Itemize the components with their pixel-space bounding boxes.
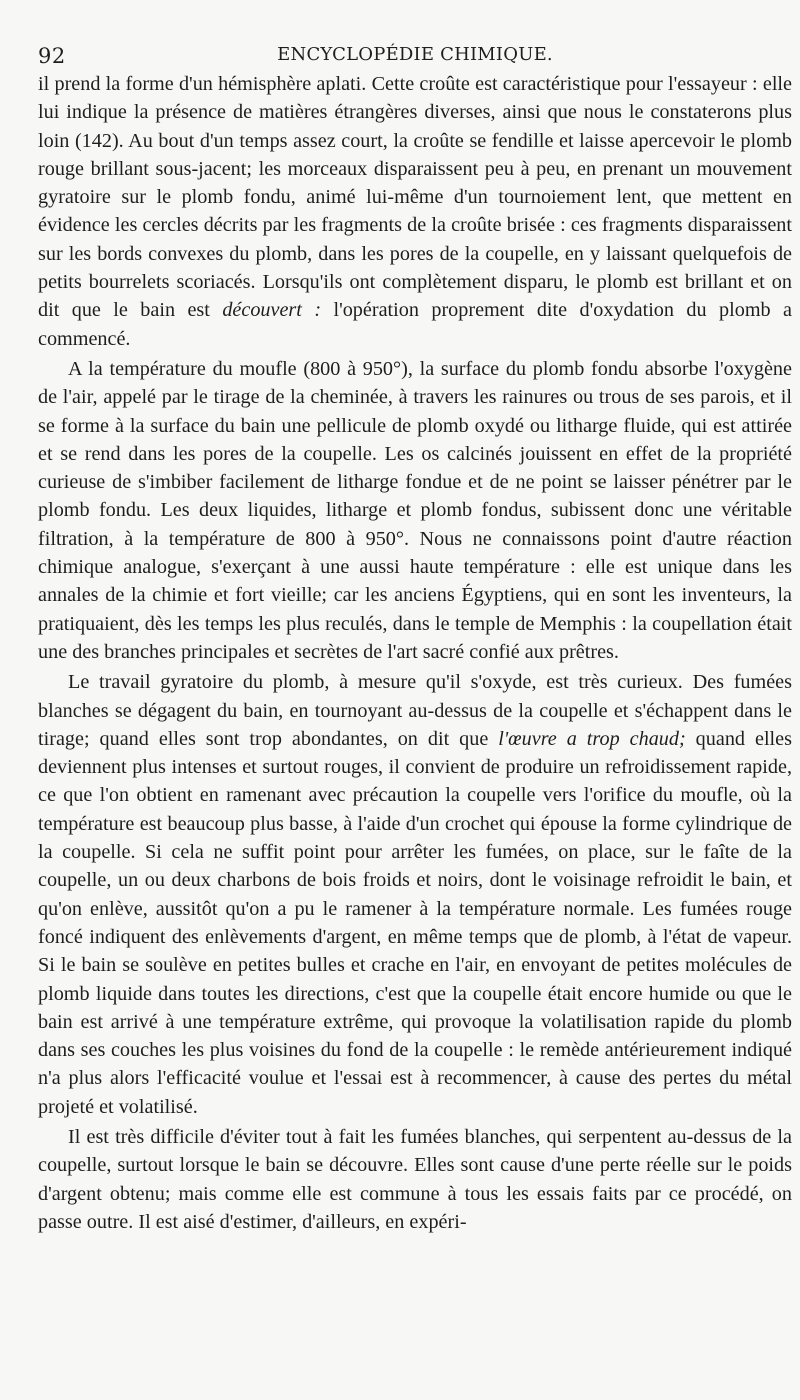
running-header [38, 40, 792, 70]
text-segment: il prend la forme d'un hémisphère aplati. Cette croûte est caractéristique pour l'essayeur : elle lui indique la présence de matières étrangères diverses, ainsi que nous le constaterons plus loin (142). Au bout d'un temps assez court, la croûte se fendille et laisse apercevoir le plomb rouge brillant sous-jacent; les morceaux disparaissent peu à peu, en prenant un mouvement gyratoire sur le plomb fondu, animé lui-même d'un tournoiement lent, que mettent en évidence les cercles décrits par les fragments de la croûte brisée : ces fragments disparaissent sur les bords convexes du plomb, dans les pores de la coupelle, en y laissant quelquefois de petits bourrelets scoriacés. Lorsqu'ils ont complètement disparu, le plomb est brillant et on dit que le bain est [38, 73, 792, 322]
text-segment: quand elles deviennent plus intenses et surtout rouges, il convient de produire un refroidissement rapide, ce que l'on obtient en ramenant avec précaution la coupelle vers l'orifice du moufle, où la température est beaucoup plus basse, à l'aide d'un crochet qui épouse la forme cylindrique de la coupelle. Si cela ne suffit point pour arrêter les fumées, on place, sur le faîte de la coupelle, un ou deux charbons de bois froids et noirs, dont le voisinage refroidit le bain, et qu'on enlève, aussitôt qu'on a pu le ramener à la température normale. Les fumées rouge foncé indiquent des enlèvements d'argent, en même temps que de plomb, à l'état de vapeur. Si le bain se soulève en petites bulles et crache en l'air, en envoyant de petites molécules de plomb liquide dans toutes les directions, c'est que la coupelle était encore humide ou que le bain est arrivé à une température extrême, qui provoque la volatilisation rapide du plomb dans ses couches les plus voisines du fond de la coupelle : le remède antérieurement indiqué n'a plus alors l'efficacité voulue et l'essai est à recommencer, à cause des pertes du métal projeté et volatilisé. [38, 727, 792, 1118]
body-text [38, 70, 792, 1236]
text-segment: A la température du moufle (800 à 950°), la surface du plomb fondu absorbe l'oxygène de l'air, appelé par le tirage de la cheminée, à travers les rainures ou trous de ses parois, et il se forme à la surface du bain une pellicule de plomb oxydé ou litharge fluide, qui est attirée et se rend dans les pores de la coupelle. Les os calcinés jouissent en effet de la propriété curieuse de s'imbiber facilement de litharge fondue et de ne point se laisser pénétrer par le plomb fondu. Les deux liquides, litharge et plomb fondus, subissent donc une véritable filtration, à la température de 800 à 950°. Nous ne connaissons point d'autre réaction chimique analogue, s'exerçant à une aussi haute température : elle est unique dans les annales de la chimie et fort vieille; car les anciens Égyptiens, qui en sont les inventeurs, la pratiquaient, dès les temps les plus reculés, dans le temple de Memphis : la coupellation était une des branches principales et secrètes de l'art sacré confié aux prêtres. [38, 357, 792, 663]
italic-term-decouvert: découvert : [222, 299, 322, 322]
text-segment: l'opération proprement dite d'oxydation du plomb a commencé. [38, 299, 792, 350]
page-number: 92 [38, 44, 66, 68]
paragraph-3 [38, 668, 792, 1121]
running-title: ENCYCLOPÉDIE CHIMIQUE. [277, 44, 553, 65]
paragraph-1 [38, 70, 792, 353]
italic-term-oeuvre: l'œuvre a trop chaud; [498, 727, 686, 750]
text-segment: Il est très difficile d'éviter tout à fait les fumées blanches, qui serpentent au-dessus de la coupelle, surtout lorsque le bain se découvre. Elles sont cause d'une perte réelle sur le poids d'argent obtenu; mais comme elle est commune à tous les essais faits par ce procédé, on passe outre. Il est aisé d'estimer, d'ailleurs, en expéri- [38, 1125, 792, 1233]
paragraph-2 [38, 355, 792, 666]
paragraph-4 [38, 1123, 792, 1236]
text-segment: Le travail gyratoire du plomb, à mesure qu'il s'oxyde, est très curieux. Des fumées blanches se dégagent du bain, en tournoyant au-dessus de la coupelle et s'échappent dans le tirage; quand elles sont trop abondantes, on dit que [38, 671, 792, 750]
